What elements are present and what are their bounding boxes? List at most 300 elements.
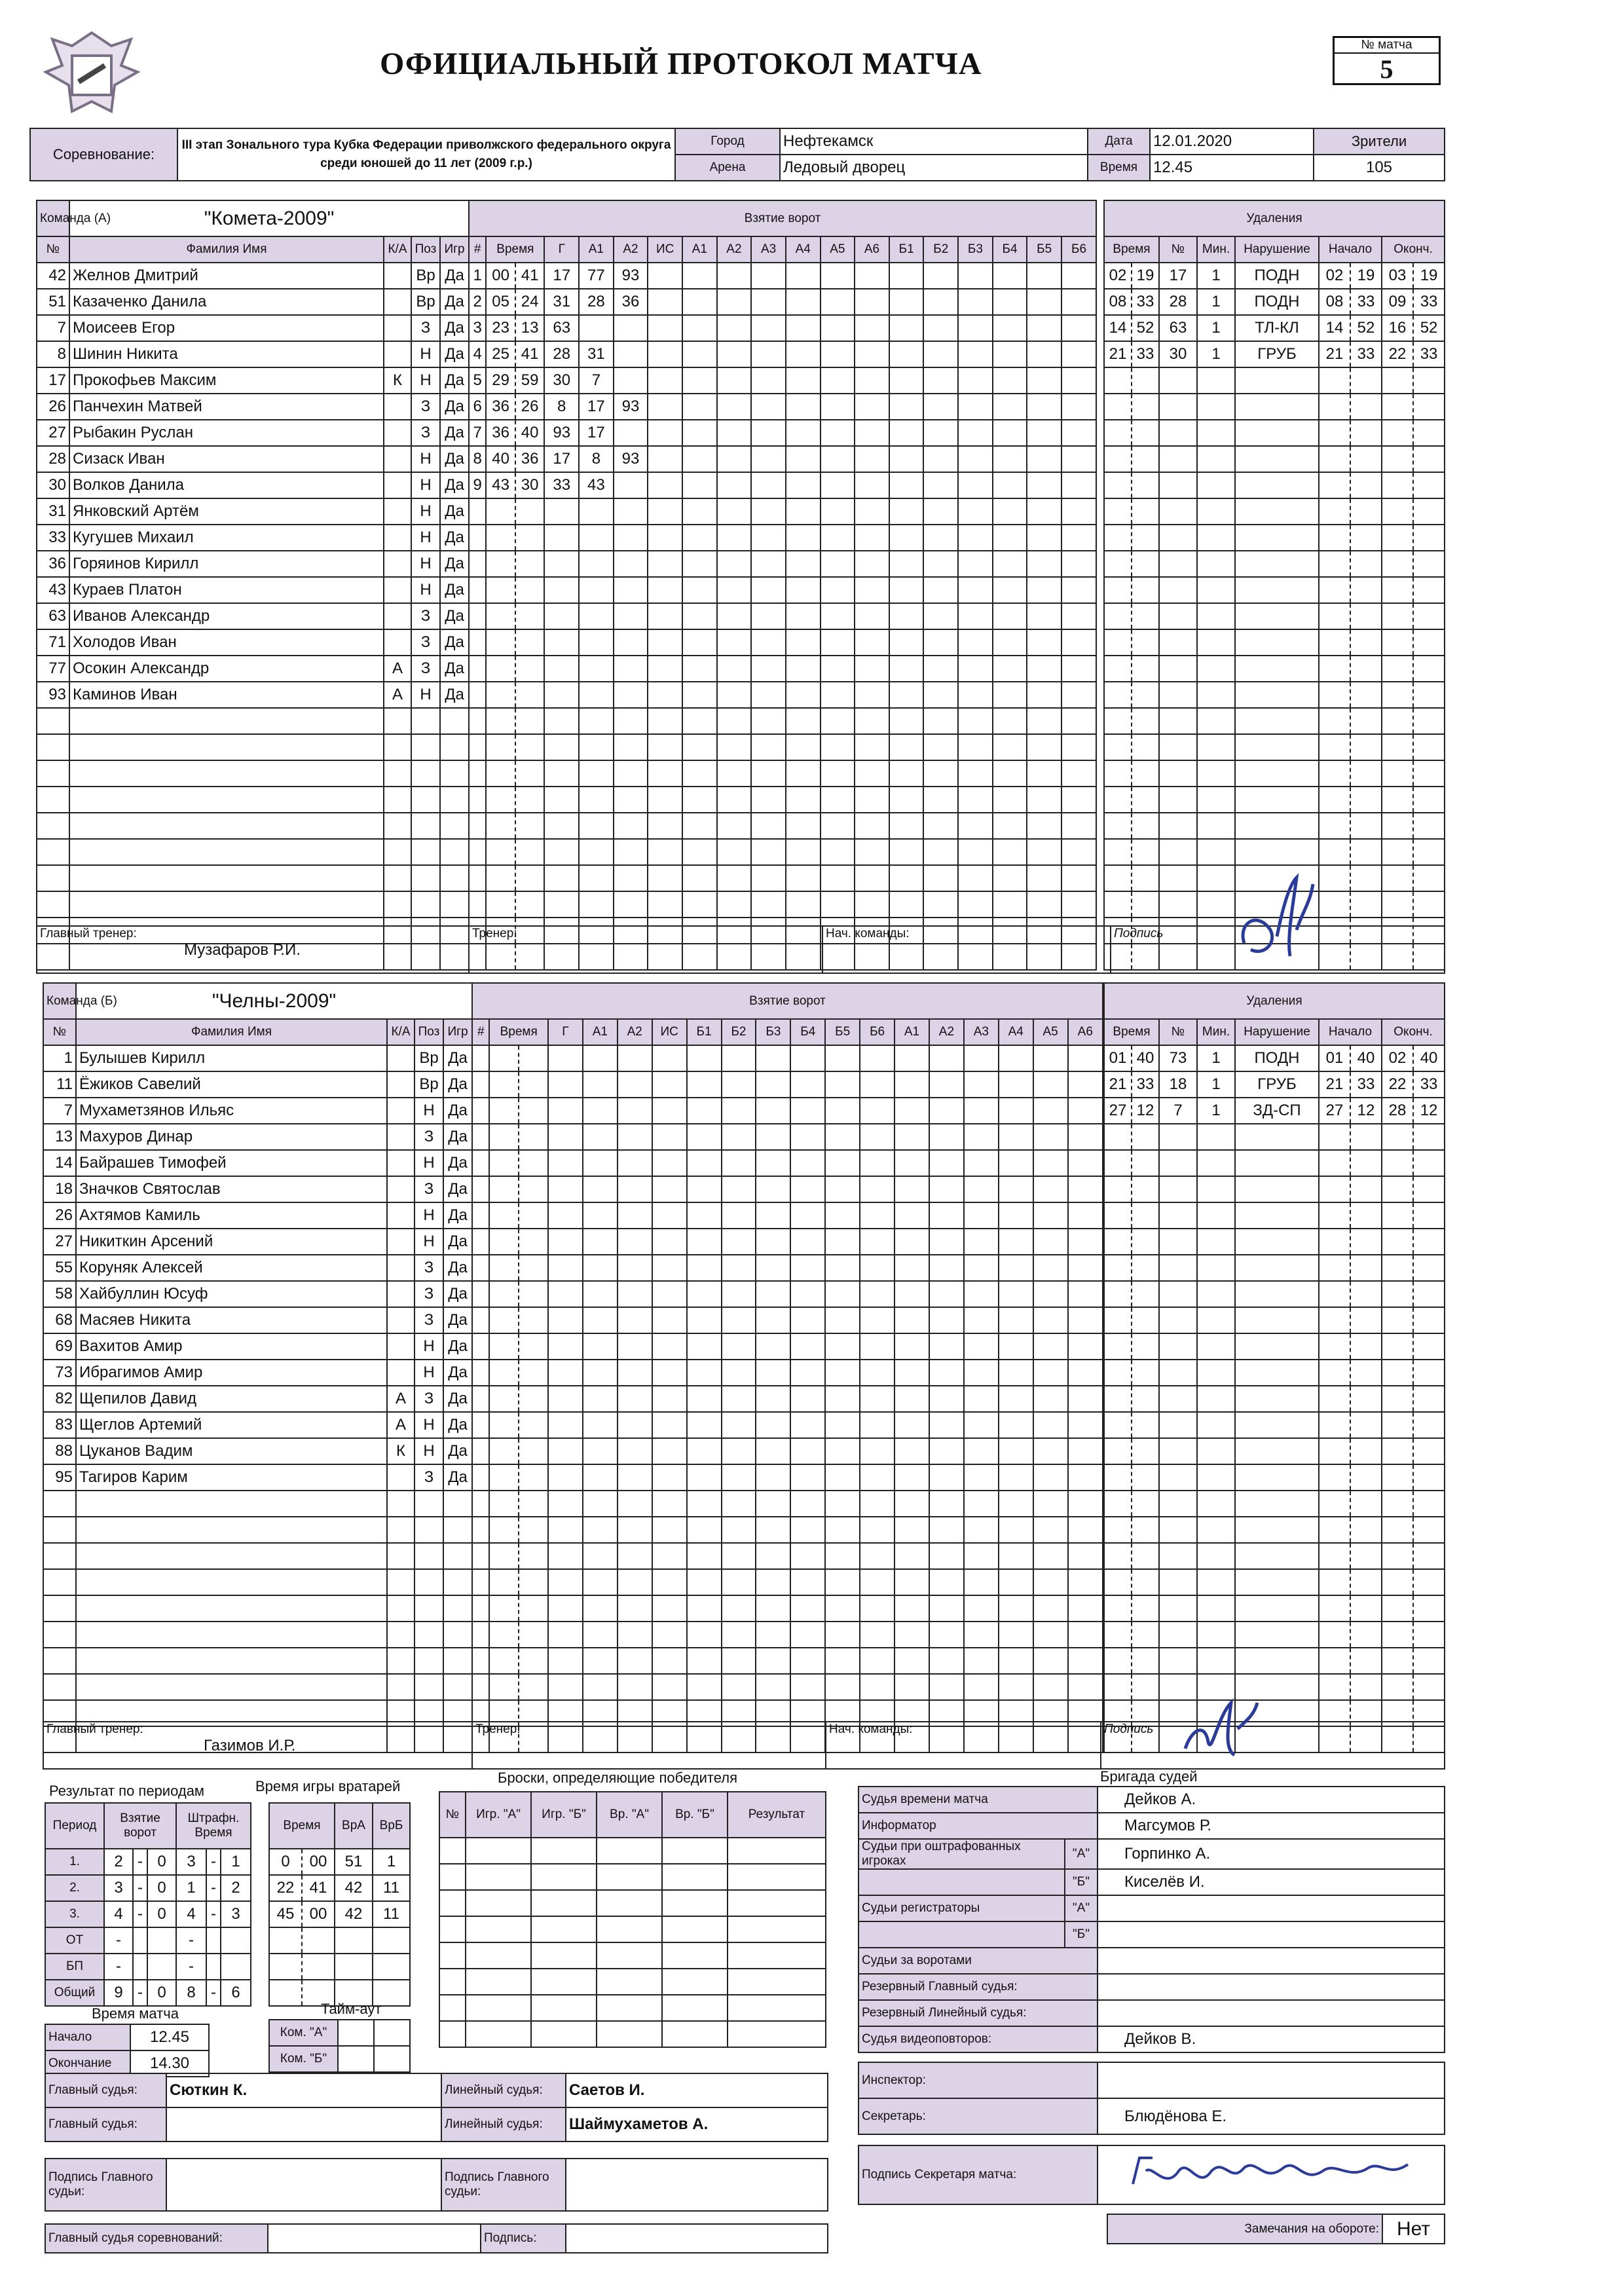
results-sep: - xyxy=(206,1875,221,1901)
team-a-goal-n xyxy=(469,839,486,865)
team-a-goal-row xyxy=(469,367,1096,394)
team-a-penalty-no xyxy=(1159,498,1197,525)
team-b-penalty-row xyxy=(1104,1150,1445,1176)
official-sub: "Б" xyxy=(1065,1869,1098,1895)
team-b-player-no xyxy=(43,1517,76,1543)
team-b-penalty-inf: ПОДН xyxy=(1235,1045,1319,1071)
team-b-goal-row xyxy=(472,1595,1103,1622)
team-b-penalty-tm xyxy=(1104,1281,1132,1307)
team-a-penalty-es xyxy=(1413,629,1445,656)
team-b-penalty-no: 18 xyxy=(1159,1071,1197,1098)
team-a-player-no: 30 xyxy=(37,472,69,498)
team-a-player-row xyxy=(37,839,469,865)
team-a-penalty-tm xyxy=(1104,551,1132,577)
team-b-goal-is xyxy=(652,1517,687,1543)
city-label: Город xyxy=(675,128,780,155)
team-b-player-play: Да xyxy=(443,1464,472,1491)
results-sep xyxy=(206,1927,221,1954)
shootout-table xyxy=(439,1791,826,2048)
team-b-penalty-min xyxy=(1197,1569,1235,1595)
team-b-player-play: Да xyxy=(443,1176,472,1202)
team-b-penalty-sm xyxy=(1319,1648,1350,1674)
date-value: 12.01.2020 xyxy=(1150,128,1314,155)
team-a-penalty-tm xyxy=(1104,865,1132,891)
team-b-penalty-min xyxy=(1197,1202,1235,1229)
team-a-player-play: Да xyxy=(440,472,469,498)
team-b-goal-g xyxy=(548,1360,583,1386)
team-b-player-pos: З xyxy=(415,1124,443,1150)
team-a-player-ka xyxy=(384,394,411,420)
team-a-goal-mm xyxy=(486,603,515,629)
team-a-goal-ss xyxy=(515,865,545,891)
results-title: Результат по периодам xyxy=(49,1783,205,1799)
team-b-goal-a2 xyxy=(618,1569,652,1595)
team-b-goal-n xyxy=(472,1176,489,1202)
team-a-goal-mm xyxy=(486,865,515,891)
spectators-label: Зрители xyxy=(1314,128,1445,155)
team-a-goal-n: 4 xyxy=(469,341,486,367)
team-a-penalty-ss: 33 xyxy=(1350,341,1382,367)
team-a-goal-ss xyxy=(515,708,545,734)
team-b-goal-is xyxy=(652,1202,687,1229)
team-a-signature xyxy=(1231,864,1329,976)
inspector-value xyxy=(1098,2062,1445,2098)
team-b-penalty-tm: 21 xyxy=(1104,1071,1132,1098)
team-b-penalty-ss xyxy=(1350,1150,1382,1176)
team-a-goal-row xyxy=(469,787,1096,813)
team-a-penalty-es: 19 xyxy=(1413,263,1445,289)
officials-title: Бригада судей xyxy=(1100,1768,1198,1785)
team-b-penalty-no xyxy=(1159,1622,1197,1648)
team-b-player-row xyxy=(43,1229,472,1255)
team-a-goal-row xyxy=(469,289,1096,315)
team-b-goal-a1 xyxy=(583,1098,618,1124)
team-a-player-no: 71 xyxy=(37,629,69,656)
team-b-player-ka xyxy=(387,1517,415,1543)
team-a-penalty-row xyxy=(1104,839,1445,865)
team-a-goal-a2 xyxy=(614,682,648,708)
team-a-player-pos: Н xyxy=(411,367,440,394)
team-b-penalty-row xyxy=(1104,1438,1445,1464)
team-a-goal-a2: 93 xyxy=(614,263,648,289)
team-a-goal-row xyxy=(469,629,1096,656)
team-a-goal-a1 xyxy=(579,629,614,656)
team-b-player-ka xyxy=(387,1595,415,1622)
team-b-goal-g xyxy=(548,1622,583,1648)
team-a-head-coach: Музафаров Р.И. xyxy=(184,941,301,959)
team-b-player-no: 26 xyxy=(43,1202,76,1229)
official-name xyxy=(1098,1921,1445,1948)
team-a-goal-row xyxy=(469,394,1096,420)
team-a-penalty-ss xyxy=(1350,682,1382,708)
team-a-penalty-min: 1 xyxy=(1197,315,1235,341)
team-b-goal-ss xyxy=(519,1622,548,1648)
team-b-penalty-sm xyxy=(1319,1360,1350,1386)
team-a-penalty-no xyxy=(1159,865,1197,891)
team-a-penalty-em: 09 xyxy=(1382,289,1413,315)
team-a-goal-a1: 7 xyxy=(579,367,614,394)
goalie-time-s: 00 xyxy=(302,1849,335,1875)
team-b-player-pos: Вр xyxy=(415,1071,443,1098)
team-b-player-play xyxy=(443,1517,472,1543)
team-a-penalty-no xyxy=(1159,472,1197,498)
team-a-goal-is xyxy=(648,472,682,498)
team-b-goals-col-a2: А2 xyxy=(618,1019,652,1045)
team-b-penalty-no xyxy=(1159,1124,1197,1150)
shootout-title: Броски, определяющие победителя xyxy=(498,1770,737,1786)
team-b-goal-a1 xyxy=(583,1648,618,1674)
team-b-penalty-inf xyxy=(1235,1464,1319,1491)
official-sub: "А" xyxy=(1065,1895,1098,1921)
main-referee-label: Главный судья: xyxy=(45,2073,166,2107)
team-a-penalty-es xyxy=(1413,865,1445,891)
team-b-player-play xyxy=(443,1622,472,1648)
match-number-label: № матча xyxy=(1335,38,1439,54)
team-a-goal-g xyxy=(544,577,579,603)
team-b-goal-mm xyxy=(489,1438,519,1464)
team-b-goal-ss xyxy=(519,1045,548,1071)
team-b-goal-ss xyxy=(519,1229,548,1255)
team-b-penalty-tm xyxy=(1104,1595,1132,1622)
team-a-penalty-ss: 33 xyxy=(1350,289,1382,315)
team-b-penalty-min xyxy=(1197,1386,1235,1412)
team-a-penalty-em xyxy=(1382,760,1413,787)
team-b-penalty-tm xyxy=(1104,1569,1132,1595)
team-b-penalty-es: 33 xyxy=(1413,1071,1445,1098)
team-b-penalty-ss xyxy=(1350,1464,1382,1491)
team-a-goal-n: 6 xyxy=(469,394,486,420)
team-b-goal-row xyxy=(472,1517,1103,1543)
team-b-penalty-tm: 01 xyxy=(1104,1045,1132,1071)
team-a-goal-is xyxy=(648,734,682,760)
team-b-goal-g xyxy=(548,1281,583,1307)
team-b-penalty-es xyxy=(1413,1333,1445,1360)
team-a-player-play xyxy=(440,813,469,839)
team-b-penalty-min xyxy=(1197,1622,1235,1648)
team-a-penalty-es xyxy=(1413,525,1445,551)
team-a-name: "Комета-2009" xyxy=(69,200,469,236)
team-a-penalty-min xyxy=(1197,629,1235,656)
team-a-player-no: 33 xyxy=(37,525,69,551)
goalie-time-a: 51 xyxy=(335,1849,373,1875)
team-b-penalty-no xyxy=(1159,1569,1197,1595)
team-a-goal-a1 xyxy=(579,787,614,813)
team-b-goal-row xyxy=(472,1386,1103,1412)
team-a-player-pos: Н xyxy=(411,446,440,472)
team-a-player-ka xyxy=(384,577,411,603)
team-b-player-no: 73 xyxy=(43,1360,76,1386)
team-b-penalty-ss xyxy=(1350,1674,1382,1700)
team-a-goal-a1 xyxy=(579,839,614,865)
team-a-player-ka: А xyxy=(384,656,411,682)
team-b-goals-col-extra: А2 xyxy=(929,1019,964,1045)
team-b-player-name: Вахитов Амир xyxy=(76,1333,387,1360)
team-b-goal-mm xyxy=(489,1412,519,1438)
team-b-goal-g xyxy=(548,1517,583,1543)
team-a-goal-row xyxy=(469,263,1096,289)
team-b-player-name: Щеглов Артемий xyxy=(76,1412,387,1438)
shootout-row xyxy=(439,1864,826,1890)
team-b-player-ka xyxy=(387,1543,415,1569)
team-b-penalty-no xyxy=(1159,1333,1197,1360)
results-period: БП xyxy=(45,1954,104,1980)
team-b-player-row xyxy=(43,1412,472,1438)
team-b-goal-is xyxy=(652,1569,687,1595)
official-row xyxy=(858,1869,1445,1895)
team-a-penalty-no xyxy=(1159,577,1197,603)
team-a-col-name: Фамилия Имя xyxy=(69,236,384,263)
team-b-goal-mm xyxy=(489,1464,519,1491)
team-b-goal-a2 xyxy=(618,1543,652,1569)
team-a-goal-mm xyxy=(486,839,515,865)
team-b-penalty-ss xyxy=(1350,1176,1382,1202)
team-b-penalty-tm xyxy=(1104,1674,1132,1700)
team-a-player-pos: Н xyxy=(411,498,440,525)
team-b-goal-a1 xyxy=(583,1255,618,1281)
team-a-penalty-tm xyxy=(1104,394,1132,420)
team-a-penalty-em xyxy=(1382,367,1413,394)
team-b-goal-row xyxy=(472,1150,1103,1176)
team-b-penalty-row xyxy=(1104,1281,1445,1307)
team-b-penalty-inf xyxy=(1235,1360,1319,1386)
team-b-player-ka xyxy=(387,1360,415,1386)
team-a-player-pos: З xyxy=(411,656,440,682)
team-a-player-row xyxy=(37,341,469,367)
team-a-goals-col-a2: А2 xyxy=(614,236,648,263)
team-b-player-no xyxy=(43,1543,76,1569)
team-b-goal-a1 xyxy=(583,1333,618,1360)
team-a-penalty-no: 63 xyxy=(1159,315,1197,341)
team-b-player-no xyxy=(43,1491,76,1517)
team-b-goal-a2 xyxy=(618,1098,652,1124)
team-a-player-name xyxy=(69,734,384,760)
team-a-player-row xyxy=(37,525,469,551)
team-b-goal-ss xyxy=(519,1307,548,1333)
team-b-player-no: 18 xyxy=(43,1176,76,1202)
team-a-penalty-row xyxy=(1104,682,1445,708)
timeout-a-label: Ком. "А" xyxy=(269,2020,338,2046)
results-pim-a: 3 xyxy=(176,1849,206,1875)
team-b-goal-is xyxy=(652,1674,687,1700)
team-a-penalty-inf xyxy=(1235,629,1319,656)
team-a-penalty-no xyxy=(1159,839,1197,865)
official-name xyxy=(1098,1974,1445,2000)
team-a-goal-mm xyxy=(486,577,515,603)
team-b-penalty-tm xyxy=(1104,1307,1132,1333)
team-a-goal-ss: 30 xyxy=(515,472,545,498)
match-info-table xyxy=(29,128,1445,181)
team-a-goal-mm xyxy=(486,656,515,682)
team-b-pen-col-infraction: Нарушение xyxy=(1235,1019,1319,1045)
team-a-player-row xyxy=(37,577,469,603)
official-row xyxy=(858,1839,1445,1869)
results-goals-header: Взятие ворот xyxy=(104,1803,176,1849)
team-a-player-no: 31 xyxy=(37,498,69,525)
team-a-goals-col-g: Г xyxy=(544,236,579,263)
team-a-penalty-ts xyxy=(1132,760,1159,787)
team-a-goals-table xyxy=(468,200,1097,971)
team-a-goal-g xyxy=(544,629,579,656)
team-b-pen-col-end: Оконч. xyxy=(1382,1019,1445,1045)
team-b-penalty-row xyxy=(1104,1491,1445,1517)
team-a-player-name: Сизаск Иван xyxy=(69,446,384,472)
goalie-b-header: ВрБ xyxy=(373,1803,410,1849)
team-b-penalty-ts xyxy=(1132,1648,1159,1674)
team-a-goal-ss xyxy=(515,525,545,551)
team-b-player-name xyxy=(76,1491,387,1517)
team-a-penalty-em: 16 xyxy=(1382,315,1413,341)
official-role: Резервный Главный судья: xyxy=(858,1974,1098,2000)
team-b-player-ka xyxy=(387,1307,415,1333)
team-b-name: "Челны-2009" xyxy=(76,983,472,1019)
line-referee-2: Шаймухаметов А. xyxy=(566,2107,828,2142)
team-b-goal-row xyxy=(472,1307,1103,1333)
team-a-penalty-sm xyxy=(1319,472,1350,498)
team-b-player-ka xyxy=(387,1202,415,1229)
goalie-time-title: Время игры вратарей xyxy=(255,1778,401,1794)
team-a-goals-col-extra: Б2 xyxy=(923,236,958,263)
team-a-goal-row xyxy=(469,813,1096,839)
team-a-goal-row xyxy=(469,498,1096,525)
team-a-penalty-min xyxy=(1197,525,1235,551)
team-b-goals-col-extra: А6 xyxy=(1068,1019,1103,1045)
team-b-player-pos: Н xyxy=(415,1412,443,1438)
team-a-penalty-min xyxy=(1197,865,1235,891)
team-b-goal-a2 xyxy=(618,1255,652,1281)
team-b-penalty-ss xyxy=(1350,1622,1382,1648)
official-name: Дейков А. xyxy=(1098,1787,1445,1813)
team-b-goal-a1 xyxy=(583,1386,618,1412)
team-b-goals-col-a1: А1 xyxy=(583,1019,618,1045)
team-b-goal-is xyxy=(652,1045,687,1071)
team-b-goal-a1 xyxy=(583,1071,618,1098)
team-a-goal-row xyxy=(469,839,1096,865)
time-value: 12.45 xyxy=(1150,155,1314,181)
team-a-player-row xyxy=(37,472,469,498)
team-a-goal-mm: 40 xyxy=(486,446,515,472)
team-b-goal-mm xyxy=(489,1648,519,1674)
goalie-time-row xyxy=(269,1849,410,1875)
results-pim-header: Штрафн. Время xyxy=(176,1803,251,1849)
team-b-player-pos: З xyxy=(415,1307,443,1333)
team-a-player-ka xyxy=(384,498,411,525)
team-b-penalty-tm: 27 xyxy=(1104,1098,1132,1124)
team-b-player-pos: Н xyxy=(415,1438,443,1464)
team-a-penalty-em xyxy=(1382,656,1413,682)
team-b-goal-g xyxy=(548,1229,583,1255)
team-b-goal-is xyxy=(652,1307,687,1333)
shootout-row xyxy=(439,1995,826,2021)
results-sep xyxy=(206,1954,221,1980)
team-a-goal-is xyxy=(648,341,682,367)
team-b-goals-col-extra: А4 xyxy=(999,1019,1033,1045)
team-b-goal-ss xyxy=(519,1386,548,1412)
team-b-penalty-em xyxy=(1382,1202,1413,1229)
team-b-penalty-inf: ГРУБ xyxy=(1235,1071,1319,1098)
team-a-penalty-min xyxy=(1197,603,1235,629)
team-a-goal-ss: 59 xyxy=(515,367,545,394)
team-a-penalty-em xyxy=(1382,813,1413,839)
team-b-penalty-ss xyxy=(1350,1543,1382,1569)
team-b-player-ka: А xyxy=(387,1412,415,1438)
team-b-penalty-inf xyxy=(1235,1622,1319,1648)
team-a-penalty-ts xyxy=(1132,603,1159,629)
team-b-chief-label: Нач. команды: xyxy=(826,1722,1101,1769)
team-b-goal-is xyxy=(652,1229,687,1255)
results-row xyxy=(45,1927,251,1954)
team-b-goal-n xyxy=(472,1622,489,1648)
team-a-penalty-tm xyxy=(1104,603,1132,629)
team-b-goal-a2 xyxy=(618,1386,652,1412)
official-role: Судьи при оштрафованных игроках xyxy=(858,1839,1065,1869)
team-a-penalty-es xyxy=(1413,682,1445,708)
team-a-penalty-em xyxy=(1382,629,1413,656)
team-b-penalty-no xyxy=(1159,1438,1197,1464)
team-a-penalty-inf xyxy=(1235,760,1319,787)
team-b-player-name xyxy=(76,1595,387,1622)
team-b-player-name: Значков Святослав xyxy=(76,1176,387,1202)
team-a-player-no: 8 xyxy=(37,341,69,367)
team-b-penalty-ss xyxy=(1350,1438,1382,1464)
team-b-player-pos: Н xyxy=(415,1333,443,1360)
team-b-penalty-no xyxy=(1159,1150,1197,1176)
team-b-penalty-min xyxy=(1197,1491,1235,1517)
goalie-time-s: 41 xyxy=(302,1875,335,1901)
team-a-penalty-inf xyxy=(1235,813,1319,839)
goalie-time-b xyxy=(373,1954,410,1980)
team-b-goal-a1 xyxy=(583,1045,618,1071)
team-b-goal-a2 xyxy=(618,1517,652,1543)
team-a-penalty-ts xyxy=(1132,446,1159,472)
team-a-goal-n xyxy=(469,498,486,525)
team-b-goal-g xyxy=(548,1045,583,1071)
team-a-penalty-tm xyxy=(1104,682,1132,708)
team-a-penalty-em xyxy=(1382,787,1413,813)
team-b-goal-row xyxy=(472,1360,1103,1386)
officials-table xyxy=(858,1786,1445,2053)
team-b-penalty-no xyxy=(1159,1464,1197,1491)
team-b-penalty-sm xyxy=(1319,1491,1350,1517)
team-a-goal-ss xyxy=(515,891,545,918)
team-b-penalty-tm xyxy=(1104,1333,1132,1360)
team-a-player-name: Моисеев Егор xyxy=(69,315,384,341)
team-b-penalty-ss xyxy=(1350,1569,1382,1595)
team-b-player-pos: Н xyxy=(415,1229,443,1255)
team-a-goal-is xyxy=(648,865,682,891)
team-b-penalty-es xyxy=(1413,1412,1445,1438)
team-a-penalty-no xyxy=(1159,682,1197,708)
goalie-a-header: ВрА xyxy=(335,1803,373,1849)
team-a-penalty-sm xyxy=(1319,839,1350,865)
team-a-penalty-sm xyxy=(1319,551,1350,577)
team-a-penalty-es xyxy=(1413,394,1445,420)
official-name xyxy=(1098,1895,1445,1921)
match-end-label: Окончание xyxy=(45,2050,130,2077)
team-a-penalty-sm xyxy=(1319,682,1350,708)
team-b-penalty-em xyxy=(1382,1360,1413,1386)
team-a-goal-n: 8 xyxy=(469,446,486,472)
line-referee-label: Линейный судья: xyxy=(441,2073,566,2107)
team-b-player-row xyxy=(43,1491,472,1517)
team-b-player-pos: Н xyxy=(415,1360,443,1386)
team-b-penalty-ss xyxy=(1350,1307,1382,1333)
team-a-goal-row xyxy=(469,472,1096,498)
competition-label: Соревнование: xyxy=(30,128,177,181)
team-b-penalty-inf xyxy=(1235,1412,1319,1438)
team-b-player-no: 1 xyxy=(43,1045,76,1071)
team-b-goal-g xyxy=(548,1098,583,1124)
team-a-player-play: Да xyxy=(440,420,469,446)
